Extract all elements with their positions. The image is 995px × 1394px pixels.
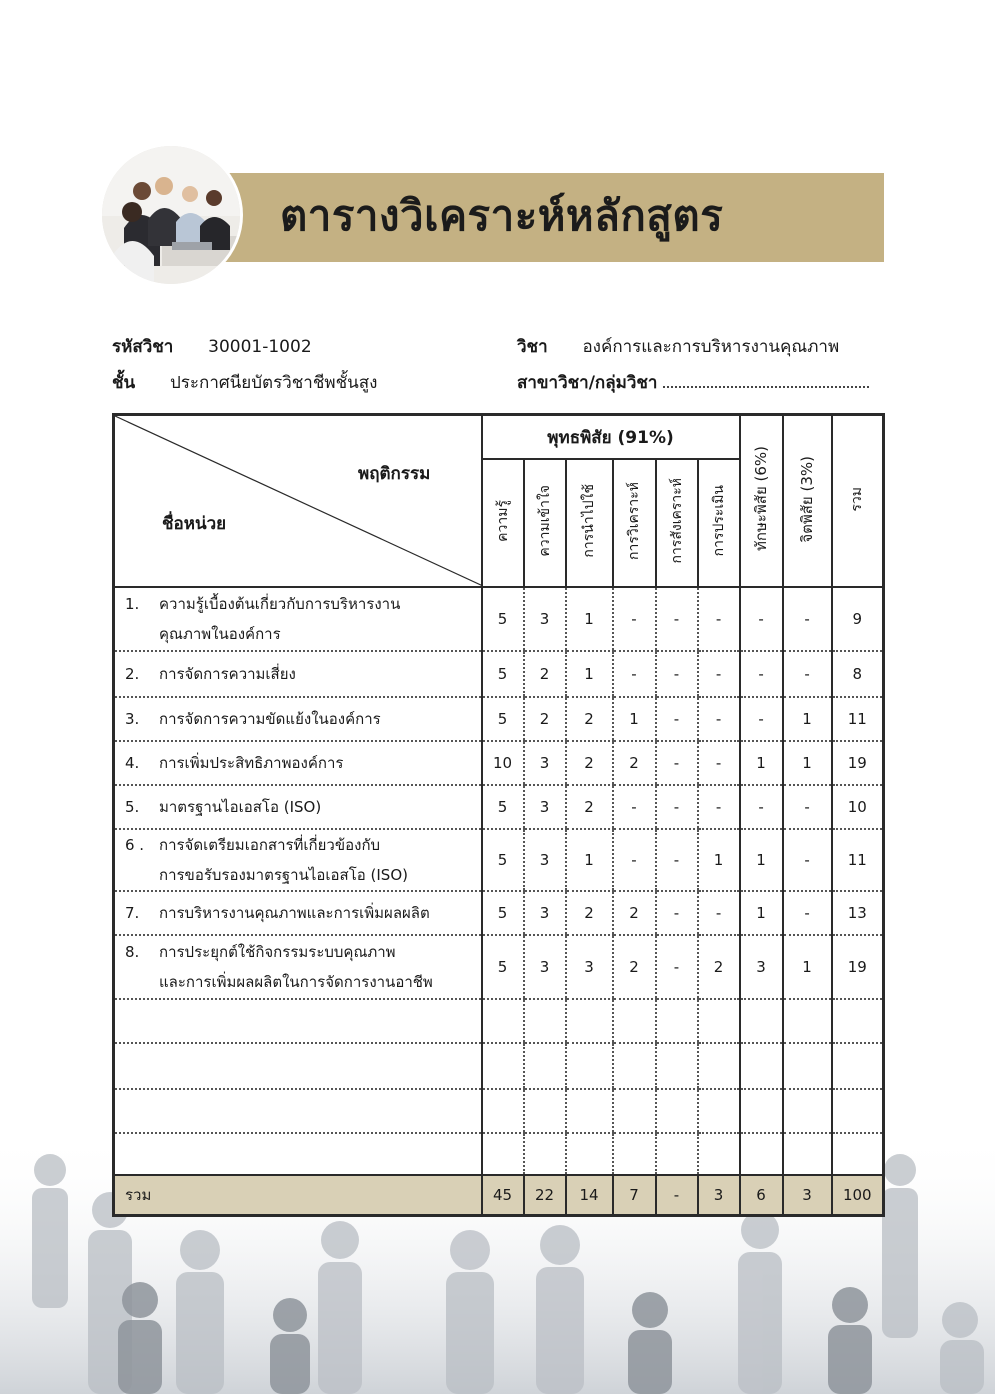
empty-cell <box>524 1089 566 1133</box>
empty-cell <box>832 1089 884 1133</box>
table-row <box>114 891 884 935</box>
unit-name-cell <box>114 785 482 829</box>
branch-label: สาขาวิชา/กลุ่มวิชา <box>517 373 658 393</box>
empty-cell <box>524 1133 566 1175</box>
score-cell: - <box>698 785 740 829</box>
course-code-line <box>112 336 312 358</box>
score-cell: - <box>613 587 656 651</box>
level-line <box>112 372 377 394</box>
score-cell: - <box>656 785 698 829</box>
score-cell: 3 <box>524 891 566 935</box>
empty-cell <box>832 1043 884 1089</box>
col-comprehension: ความเข้าใจ <box>524 459 566 587</box>
score-cell: - <box>698 697 740 741</box>
empty-cell <box>613 999 656 1043</box>
empty-cell <box>613 1133 656 1175</box>
score-cell: 1 <box>566 651 613 697</box>
score-cell: 1 <box>740 891 783 935</box>
table-row <box>114 697 884 741</box>
unit-number: 4. <box>125 754 140 772</box>
empty-cell <box>482 999 524 1043</box>
unit-title-line: มาตรฐานไอเอสโอ (ISO) <box>159 798 322 816</box>
psychomotor-header: ทักษะพิสัย (6%) <box>740 415 783 588</box>
table-row <box>114 587 884 651</box>
empty-cell <box>114 1133 482 1175</box>
unit-title-line: การจัดเตรียมเอกสารที่เกี่ยวข้องกับ <box>159 836 381 854</box>
score-cell: 13 <box>832 891 884 935</box>
diagonal-line <box>115 416 483 586</box>
empty-cell <box>656 1043 698 1089</box>
score-cell: 5 <box>482 785 524 829</box>
score-cell: - <box>656 741 698 785</box>
score-cell: 1 <box>740 829 783 891</box>
score-cell: 2 <box>613 935 656 999</box>
subject-label: วิชา <box>517 337 548 357</box>
table-row <box>114 935 884 999</box>
unit-name-cell <box>114 697 482 741</box>
score-cell: 5 <box>482 891 524 935</box>
score-cell: - <box>783 587 832 651</box>
empty-cell <box>613 1043 656 1089</box>
score-cell: 3 <box>524 935 566 999</box>
empty-cell <box>114 1089 482 1133</box>
unit-number: 8. <box>125 943 140 961</box>
empty-cell <box>832 1133 884 1175</box>
score-cell: 2 <box>613 741 656 785</box>
score-cell: - <box>783 651 832 697</box>
unit-name-cell <box>114 829 482 891</box>
score-cell: - <box>656 697 698 741</box>
score-cell: 5 <box>482 829 524 891</box>
unit-name-cell <box>114 741 482 785</box>
score-cell: - <box>613 829 656 891</box>
score-cell: 1 <box>566 829 613 891</box>
score-cell: 10 <box>832 785 884 829</box>
score-cell: 2 <box>524 697 566 741</box>
score-cell: - <box>698 587 740 651</box>
col-synthesis: การสังเคราะห์ <box>656 459 698 587</box>
score-cell: - <box>698 891 740 935</box>
empty-cell <box>656 1133 698 1175</box>
score-cell: 3 <box>740 935 783 999</box>
empty-cell <box>566 999 613 1043</box>
total-cell: 45 <box>482 1175 524 1216</box>
score-cell: 1 <box>783 697 832 741</box>
score-cell: 1 <box>783 741 832 785</box>
unit-number: 7. <box>125 904 140 922</box>
empty-row <box>114 999 884 1043</box>
score-cell: 3 <box>524 785 566 829</box>
total-row <box>114 1175 884 1216</box>
empty-cell <box>783 1089 832 1133</box>
empty-cell <box>740 1089 783 1133</box>
level-label: ชั้น <box>112 373 136 393</box>
unit-title <box>159 704 444 734</box>
empty-cell <box>656 999 698 1043</box>
empty-cell <box>114 1043 482 1089</box>
score-cell: - <box>783 785 832 829</box>
score-cell: 5 <box>482 651 524 697</box>
col-application: การนำไปใช้ <box>566 459 613 587</box>
unit-name-cell <box>114 587 482 651</box>
score-cell: 9 <box>832 587 884 651</box>
empty-cell <box>783 1043 832 1089</box>
empty-cell <box>698 1043 740 1089</box>
score-cell: 1 <box>740 741 783 785</box>
total-cell: 3 <box>698 1175 740 1216</box>
score-cell: 1 <box>698 829 740 891</box>
unit-title <box>159 589 444 649</box>
total-cell: 7 <box>613 1175 656 1216</box>
score-cell: 2 <box>698 935 740 999</box>
score-cell: 1 <box>613 697 656 741</box>
unit-title <box>159 792 444 822</box>
score-cell: - <box>783 829 832 891</box>
score-cell: 5 <box>482 587 524 651</box>
score-cell: - <box>740 587 783 651</box>
score-cell: 3 <box>524 587 566 651</box>
unit-title-line: การเพิ่มประสิทธิภาพองค์การ <box>159 754 344 772</box>
unit-title <box>159 830 444 890</box>
score-cell: 11 <box>832 829 884 891</box>
score-cell: 1 <box>783 935 832 999</box>
unit-title-line: การจัดการความขัดแย้งในองค์การ <box>159 710 381 728</box>
empty-cell <box>524 1043 566 1089</box>
header-diagonal-cell <box>114 415 482 588</box>
total-cell: 22 <box>524 1175 566 1216</box>
score-cell: 19 <box>832 741 884 785</box>
empty-cell <box>698 1133 740 1175</box>
score-cell: - <box>656 891 698 935</box>
total-header: รวม <box>832 415 884 588</box>
score-cell: - <box>698 651 740 697</box>
table-row <box>114 785 884 829</box>
score-cell: - <box>613 785 656 829</box>
col-knowledge: ความรู้ <box>482 459 524 587</box>
empty-cell <box>783 1133 832 1175</box>
empty-cell <box>566 1133 613 1175</box>
col-analysis: การวิเคราะห์ <box>613 459 656 587</box>
score-cell: 2 <box>613 891 656 935</box>
score-cell: 2 <box>566 697 613 741</box>
unit-number: 3. <box>125 710 140 728</box>
score-cell: - <box>783 891 832 935</box>
total-cell: 6 <box>740 1175 783 1216</box>
score-cell: 1 <box>566 587 613 651</box>
empty-cell <box>613 1089 656 1133</box>
total-cell: 100 <box>832 1175 884 1216</box>
level-name: ประกาศนียบัตรวิชาชีพชั้นสูง <box>169 373 378 393</box>
empty-cell <box>566 1043 613 1089</box>
table-row <box>114 741 884 785</box>
empty-cell <box>740 1133 783 1175</box>
team-photo <box>102 146 240 284</box>
empty-cell <box>114 999 482 1043</box>
unit-name-cell <box>114 891 482 935</box>
score-cell: 3 <box>524 829 566 891</box>
score-cell: - <box>656 935 698 999</box>
unit-title-line: และการเพิ่มผลผลิตในการจัดการงานอาชีพ <box>159 973 433 991</box>
score-cell: 5 <box>482 935 524 999</box>
score-cell: - <box>656 651 698 697</box>
unit-title <box>159 898 444 928</box>
table-row <box>114 651 884 697</box>
unit-title-line: การขอรับรองมาตรฐานไอเอสโอ (ISO) <box>159 866 408 884</box>
unit-name-cell <box>114 651 482 697</box>
empty-cell <box>524 999 566 1043</box>
cognitive-header: พุทธพิสัย (91%) <box>482 415 740 460</box>
unit-number: 1. <box>125 595 140 613</box>
unit-title <box>159 659 444 689</box>
score-cell: - <box>613 651 656 697</box>
empty-row <box>114 1089 884 1133</box>
score-cell: - <box>698 741 740 785</box>
score-cell: - <box>740 785 783 829</box>
unit-name-label: ชื่อหน่วย <box>162 514 227 534</box>
unit-title-line: การจัดการความเสี่ยง <box>159 665 296 683</box>
table-row <box>114 829 884 891</box>
unit-title-line: ความรู้เบื้องต้นเกี่ยวกับการบริหารงาน <box>159 595 401 613</box>
unit-number: 6 . <box>125 836 145 854</box>
unit-title-line: คุณภาพในองค์การ <box>159 625 281 643</box>
score-cell: 11 <box>832 697 884 741</box>
unit-number: 5. <box>125 798 140 816</box>
affective-header: จิตพิสัย (3%) <box>783 415 832 588</box>
course-code: 30001-1002 <box>208 337 312 357</box>
empty-cell <box>740 999 783 1043</box>
empty-cell <box>482 1089 524 1133</box>
branch-line <box>517 372 869 394</box>
subject-line <box>517 336 839 358</box>
total-cell: 3 <box>783 1175 832 1216</box>
branch-blank <box>663 372 869 388</box>
empty-row <box>114 1043 884 1089</box>
unit-title <box>159 937 444 997</box>
empty-row <box>114 1133 884 1175</box>
score-cell: 2 <box>566 741 613 785</box>
unit-number: 2. <box>125 665 140 683</box>
score-cell: 3 <box>566 935 613 999</box>
score-cell: - <box>740 697 783 741</box>
unit-title-line: การบริหารงานคุณภาพและการเพิ่มผลผลิต <box>159 904 430 922</box>
total-cell: - <box>656 1175 698 1216</box>
score-cell: 2 <box>524 651 566 697</box>
empty-cell <box>740 1043 783 1089</box>
empty-cell <box>566 1089 613 1133</box>
course-code-label: รหัสวิชา <box>112 337 174 357</box>
score-cell: - <box>740 651 783 697</box>
score-cell: 19 <box>832 935 884 999</box>
score-cell: 3 <box>524 741 566 785</box>
score-cell: 2 <box>566 891 613 935</box>
page-title: ตารางวิเคราะห์หลักสูตร <box>280 191 724 240</box>
score-cell: - <box>656 587 698 651</box>
col-evaluation: การประเมิน <box>698 459 740 587</box>
total-row-label: รวม <box>114 1175 482 1216</box>
empty-cell <box>698 999 740 1043</box>
unit-title-line: การประยุกต์ใช้กิจกรรมระบบคุณภาพ <box>159 943 396 961</box>
empty-cell <box>832 999 884 1043</box>
score-cell: 8 <box>832 651 884 697</box>
unit-name-cell <box>114 935 482 999</box>
empty-cell <box>656 1089 698 1133</box>
score-cell: 2 <box>566 785 613 829</box>
curriculum-analysis-table <box>112 413 885 1217</box>
empty-cell <box>482 1133 524 1175</box>
behavior-label: พฤติกรรม <box>358 464 431 484</box>
total-cell: 14 <box>566 1175 613 1216</box>
score-cell: 5 <box>482 697 524 741</box>
empty-cell <box>482 1043 524 1089</box>
score-cell: - <box>656 829 698 891</box>
subject-name: องค์การและการบริหารงานคุณภาพ <box>582 337 840 357</box>
empty-cell <box>783 999 832 1043</box>
score-cell: 10 <box>482 741 524 785</box>
empty-cell <box>698 1089 740 1133</box>
unit-title <box>159 748 444 778</box>
